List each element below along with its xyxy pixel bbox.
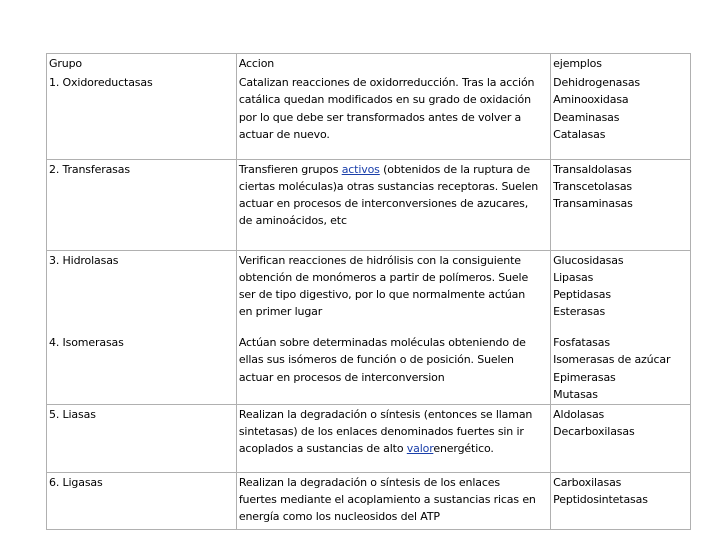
ejemplo-item: Dehidrogenasas	[553, 76, 640, 90]
accion-line: en primer lugar	[238, 305, 323, 319]
ejemplo-item: Fosfatasas	[553, 336, 610, 350]
accion-cell	[236, 250, 550, 333]
accion-cell	[236, 333, 550, 404]
ejemplo-item: Aminooxidasa	[553, 93, 629, 107]
accion-line: actuar de nuevo.	[238, 127, 330, 141]
ejemplo-item: Glucosidasas	[553, 253, 624, 267]
accion-line: Realizan la degradación o síntesis (entonces se llaman	[238, 408, 533, 422]
accion-text: (obtenidos de la ruptura de	[379, 162, 530, 176]
ejemplo-item: Lipasas	[553, 270, 594, 284]
accion-line: actuar en procesos de interconversion	[238, 370, 445, 384]
ejemplo-item: Aldolasas	[553, 408, 605, 422]
table-header-row	[47, 54, 691, 74]
accion-line: por lo que debe ser transformados antes de volver a	[238, 110, 522, 124]
ejemplos-cell	[551, 333, 691, 404]
accion-line: Catalizan reacciones de oxidorreducción. Tras la acción	[238, 76, 535, 90]
grupo-cell: 6. Ligasas	[47, 473, 237, 530]
ejemplo-item: Catalasas	[553, 127, 606, 141]
ejemplos-cell	[551, 159, 691, 250]
accion-line: ellas sus isómeros de función o de posición. Suelen	[238, 353, 514, 367]
table-row	[47, 405, 691, 473]
ejemplo-item: Transcetolasas	[553, 179, 632, 193]
ejemplo-item: Deaminasas	[553, 110, 620, 124]
header-accion: Accion	[236, 54, 550, 74]
ejemplos-cell	[551, 473, 691, 530]
header-grupo: Grupo	[47, 54, 237, 74]
ejemplo-item: Esterasas	[553, 305, 606, 319]
accion-line: de aminoácidos, etc	[238, 214, 347, 228]
accion-line: Verifican reacciones de hidrólisis con la consiguiente	[238, 253, 521, 267]
accion-text: Transfieren grupos	[238, 162, 342, 176]
grupo-cell: 3. Hidrolasas	[47, 250, 237, 333]
valor-link[interactable]: valor	[406, 442, 434, 456]
table-row	[47, 473, 691, 530]
accion-line: obtención de monómeros a partir de polímeros. Suele	[238, 270, 529, 284]
ejemplos-cell	[551, 250, 691, 333]
ejemplo-item: Peptidasas	[553, 288, 611, 302]
accion-line	[239, 440, 548, 457]
accion-line: Actúan sobre determinadas moléculas obteniendo de	[238, 336, 526, 350]
accion-line: catálica quedan modificados en su grado de oxidación	[238, 93, 531, 107]
table-row	[47, 333, 691, 404]
ejemplo-item: Decarboxilasas	[553, 425, 635, 439]
accion-line: actuar en procesos de interconversiones de azucares,	[238, 197, 529, 211]
accion-text: acoplados a sustancias de alto	[238, 442, 407, 456]
accion-cell	[236, 405, 550, 473]
ejemplo-item: Isomerasas de azúcar	[553, 353, 671, 367]
ejemplo-item: Mutasas	[553, 387, 598, 401]
table-row	[47, 250, 691, 333]
table-row	[47, 159, 691, 250]
grupo-cell: 4. Isomerasas	[47, 333, 237, 404]
accion-line: ciertas moléculas)a otras sustancias receptoras. Suelen	[238, 179, 539, 193]
ejemplo-item: Transaldolasas	[553, 162, 632, 176]
accion-line: ser de tipo digestivo, por lo que normalmente actúan	[238, 288, 526, 302]
ejemplo-item: Epimerasas	[553, 370, 616, 384]
grupo-cell: 5. Liasas	[47, 405, 237, 473]
accion-cell	[236, 473, 550, 530]
grupo-cell: 2. Transferasas	[47, 159, 237, 250]
ejemplo-item: Peptidosintetasas	[553, 493, 648, 507]
ejemplos-cell	[551, 405, 691, 473]
ejemplo-item: Carboxilasas	[553, 476, 622, 490]
accion-line: energía como los nucleosidos del ATP	[238, 510, 440, 524]
accion-line: fuertes mediante el acoplamiento a sustancias ricas en	[238, 493, 536, 507]
accion-line: sintetasas) de los enlaces denominados fuertes sin ir	[238, 425, 524, 439]
accion-line	[239, 161, 548, 178]
accion-cell	[236, 159, 550, 250]
activos-link[interactable]: activos	[341, 162, 380, 176]
ejemplos-cell	[551, 73, 691, 159]
accion-line: Realizan la degradación o síntesis de los enlaces	[238, 476, 500, 490]
accion-text: energético.	[433, 442, 494, 456]
enzyme-classification-table	[46, 53, 691, 530]
accion-cell	[236, 73, 550, 159]
table-row	[47, 73, 691, 159]
header-ejemplos: ejemplos	[551, 54, 691, 74]
grupo-cell: 1. Oxidoreductasas	[47, 73, 237, 159]
ejemplo-item: Transaminasas	[553, 197, 633, 211]
